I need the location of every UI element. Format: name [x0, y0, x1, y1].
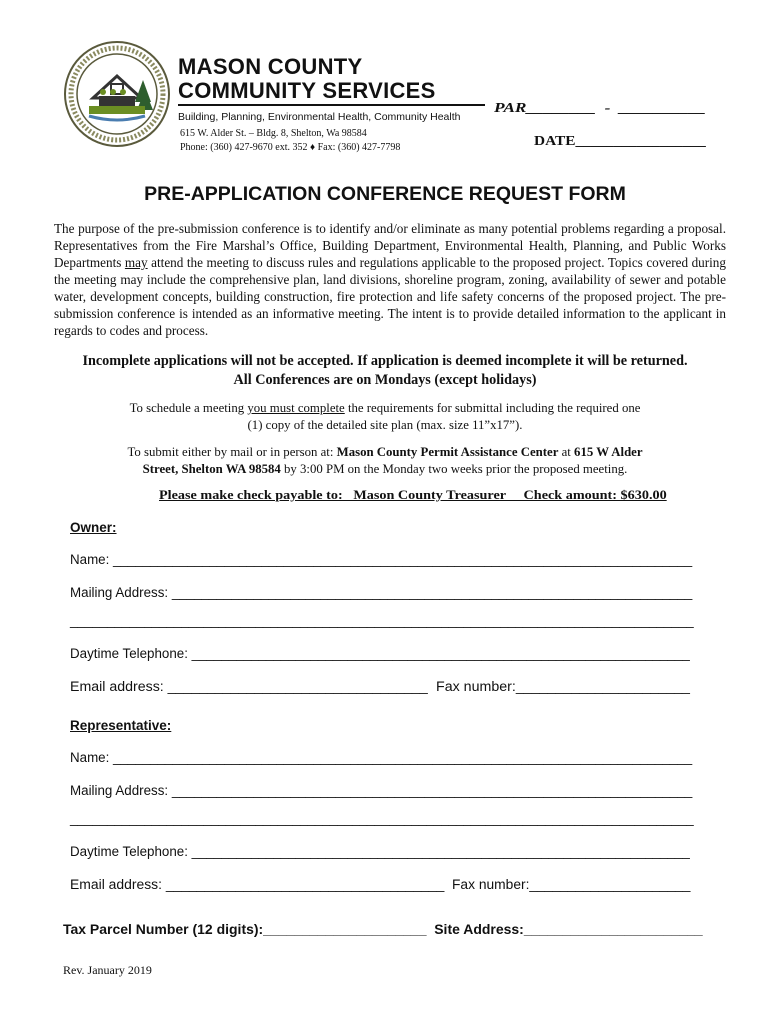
form-title: PRE-APPLICATION CONFERENCE REQUEST FORM [144, 183, 626, 205]
representative-email-field[interactable]: Email address: ____________________________________ [70, 877, 445, 892]
par-number-field[interactable]: PAR________ - __________ [494, 101, 706, 116]
owner-name-field[interactable]: Name: ______________________________________________________________________________ [70, 552, 693, 567]
purpose-paragraph [54, 220, 726, 339]
office-phone: Phone: (360) 427-9670 ext. 352 ♦ Fax: (360) 427-7798 [180, 142, 401, 153]
payment-instructions: Please make check payable to: Mason County Treasurer Check amount: $630.00 [159, 488, 667, 502]
owner-mailing-address-field[interactable]: Mailing Address: ______________________________________________________________________ [70, 585, 693, 600]
representative-mailing-address-line2[interactable]: ____________________________________________________________________________________ [70, 811, 694, 826]
owner-email-field[interactable]: Email address: _________________________________ [70, 679, 428, 694]
divisions-text: Building, Planning, Environmental Health, Community Health [178, 111, 461, 123]
representative-mailing-address-field[interactable]: Mailing Address: ______________________________________________________________________ [70, 783, 693, 798]
purpose-may-underlined: may [124, 255, 148, 270]
submit-suffix: by 3:00 PM on the Monday two weeks prior the proposed meeting. [280, 462, 628, 476]
owner-mailing-address-line2[interactable]: ____________________________________________________________________________________ [70, 613, 694, 628]
schedule-instructions [0, 400, 770, 434]
org-name-line2: COMMUNITY SERVICES [178, 78, 436, 103]
schedule-suffix: the requirements for submittal including the required one [344, 401, 641, 415]
org-name-line1: MASON COUNTY [178, 54, 363, 79]
representative-heading: Representative: [70, 718, 172, 733]
submit-address-line2: Street, Shelton WA 98584 [142, 462, 281, 476]
warning-line2: All Conferences are on Mondays (except holidays) [233, 372, 537, 388]
submit-prefix: To submit either by mail or in person at: [127, 445, 337, 459]
organization-name [178, 55, 436, 103]
owner-telephone-field[interactable]: Daytime Telephone: ___________________________________________________________________ [70, 646, 690, 661]
schedule-prefix: To schedule a meeting [129, 401, 248, 415]
date-field[interactable]: DATE_________________ [534, 134, 706, 149]
purpose-text-start: The purpose of the pre-submission conference is to identify and/or eliminate as many potential problems regarding a proposal. Representatives from the Fire Marshal’s Office, Building Department, Environmental Health, Planning, and Public Works Departments [54, 221, 726, 270]
representative-name-field[interactable]: Name: ______________________________________________________________________________ [70, 750, 693, 765]
submit-instructions [0, 444, 770, 478]
schedule-underlined: you must complete [247, 401, 345, 415]
purpose-text-end: attend the meeting to discuss rules and regulations applicable to the proposed project. Topics covered during the meeting may include the comprehensive plan, land divisions, shoreline program, zoning, availability of sewer and potable water, development concepts, building construction, fire protection and life safety concerns of the proposed project. The pre-submission conference is intended as an informative meeting. The intent is to provide detailed information to the applicant in regards to codes and process. [54, 255, 726, 338]
warning-line1: Incomplete applications will not be accepted. If application is deemed incomplete it will be returned. [82, 353, 688, 369]
tax-parcel-site-address-field[interactable]: Tax Parcel Number (12 digits):_____________________ Site Address:_______________________ [63, 922, 703, 937]
representative-telephone-field[interactable]: Daytime Telephone: ___________________________________________________________________ [70, 844, 690, 859]
submit-address-line1: 615 W Alder [574, 445, 643, 459]
submit-center: Mason County Permit Assistance Center [336, 445, 559, 459]
office-address: 615 W. Alder St. – Bldg. 8, Shelton, Wa 98584 [180, 128, 367, 139]
revision-note: Rev. January 2019 [63, 963, 152, 977]
county-seal-logo [63, 40, 171, 148]
schedule-line2: (1) copy of the detailed site plan (max. size 11”x17”). [247, 418, 523, 432]
header-divider [178, 104, 485, 106]
owner-fax-field[interactable]: Fax number:______________________ [436, 679, 690, 694]
incomplete-warning [0, 352, 770, 390]
submit-at: at [558, 445, 575, 459]
owner-heading: Owner: [70, 520, 117, 535]
representative-fax-field[interactable]: Fax number:_____________________ [452, 877, 691, 892]
